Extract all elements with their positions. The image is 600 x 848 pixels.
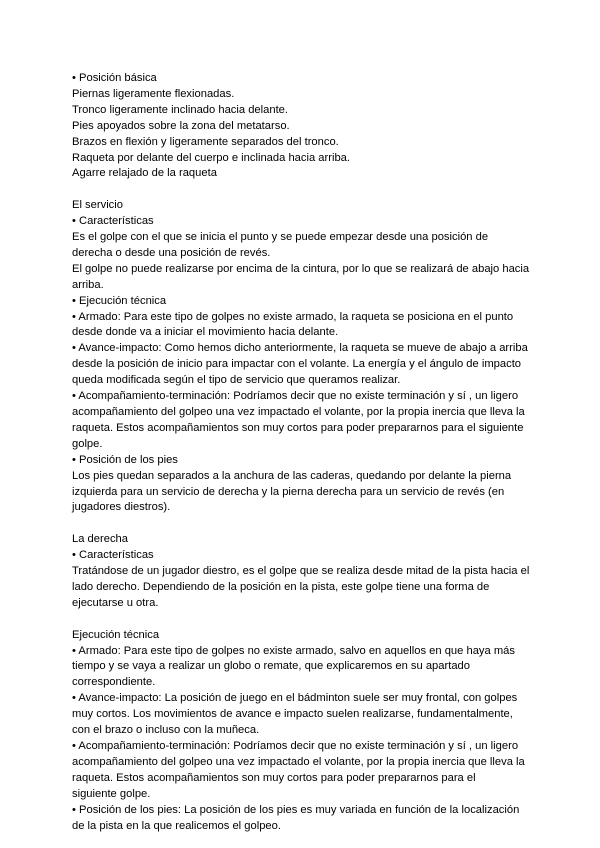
text-line: Pies apoyados sobre la zona del metatarso. (72, 119, 290, 132)
section-heading-derecha: La derecha (72, 533, 128, 546)
text-line: siguiente golpe. (72, 787, 151, 800)
text-line: acompañamiento del golpeo una vez impactado el volante, por la propia inercia que lleva la (72, 406, 525, 419)
text-line: El golpe no puede realizarse por encima de la cintura, por lo que se realizará de abajo hacia (72, 262, 530, 275)
text-line: arriba. (72, 278, 104, 291)
text-line: • Características (72, 215, 154, 228)
text-line: acompañamiento del golpeo una vez impactado el volante, por la propia inercia que lleva la (72, 755, 525, 768)
text-line: desde la posición de inicio para impactar con el volante. La energía y el ángulo de impacto (72, 358, 522, 371)
paragraph-gap (72, 516, 532, 532)
text-line: Piernas ligeramente flexionadas. (72, 87, 235, 100)
section-heading-ejecucion: Ejecución técnica (72, 628, 160, 641)
text-line: Los pies quedan separados a la anchura de las caderas, quedando por delante la pierna (72, 469, 512, 482)
section-heading-servicio: El servicio (72, 199, 123, 212)
document-page (72, 71, 532, 834)
text-line: • Posición de los pies (72, 453, 178, 466)
text-line: muy cortos. Los movimientos de avance e impacto suelen realizarse, fundamentalmente, (72, 708, 513, 721)
text-line: queda modificada según el tipo de servicio que queramos realizar. (72, 374, 401, 387)
text-line: • Ejecución técnica (72, 294, 167, 307)
text-line: • Posición de los pies: La posición de los pies es muy variada en función de la localización (72, 803, 520, 816)
text-line: Tronco ligeramente inclinado hacia delante. (72, 103, 289, 116)
text-line: jugadores diestros). (72, 501, 171, 514)
text-line: derecha o desde una posición de revés. (72, 246, 271, 259)
text-line: • Avance-impacto: La posición de juego en el bádminton suele ser muy frontal, con golpes (72, 692, 518, 705)
text-line: correspondiente. (72, 676, 156, 689)
text-line: raqueta. Estos acompañamientos son muy cortos para poder prepararnos para el (72, 771, 476, 784)
text-line: raqueta. Estos acompañamientos son muy cortos para poder prepararnos para el siguiente (72, 421, 524, 434)
text-line: • Acompañamiento-terminación: Podríamos decir que no existe terminación y sí , un ligero (72, 390, 519, 403)
paragraph-gap (72, 612, 532, 628)
text-line: • Avance-impacto: Como hemos dicho anteriormente, la raqueta se mueve de abajo a arriba (72, 342, 528, 355)
text-line: de la pista en la que realicemos el golpeo. (72, 819, 281, 832)
text-line: izquierda para un servicio de derecha y la pierna derecha para un servicio de revés (en (72, 485, 505, 498)
text-line: con el brazo o incluso con la muñeca. (72, 724, 260, 737)
section-title-posicion-basica: • Posición básica (72, 72, 157, 84)
text-line: Es el golpe con el que se inicia el punto y se puede empezar desde una posición de (72, 231, 489, 244)
text-line: desde donde va a iniciar el movimiento hacia delante. (72, 326, 339, 339)
text-line: • Acompañamiento-terminación: Podríamos decir que no existe terminación y sí , un ligero (72, 740, 519, 753)
paragraph-gap (72, 182, 532, 198)
text-line: Brazos en flexión y ligeramente separados del tronco. (72, 135, 339, 148)
text-line: Tratándose de un jugador diestro, es el golpe que se realiza desde mitad de la pista hacia el (72, 565, 530, 578)
text-line: tiempo y se vaya a realizar un globo o remate, que explicaremos en su apartado (72, 660, 471, 673)
text-line: • Armado: Para este tipo de golpes no existe armado, la raqueta se posiciona en el punto (72, 310, 514, 323)
text-line: • Características (72, 549, 154, 562)
text-line: golpe. (72, 437, 103, 450)
text-line: lado derecho. Dependiendo de la posición en la pista, este golpe tiene una forma de (72, 580, 490, 593)
text-line: ejecutarse u otra. (72, 596, 159, 609)
text-line: • Armado: Para este tipo de golpes no existe armado, salvo en aquellos en que haya más (72, 644, 515, 657)
text-line: Agarre relajado de la raqueta (72, 167, 217, 180)
text-line: Raqueta por delante del cuerpo e inclinada hacia arriba. (72, 151, 351, 164)
